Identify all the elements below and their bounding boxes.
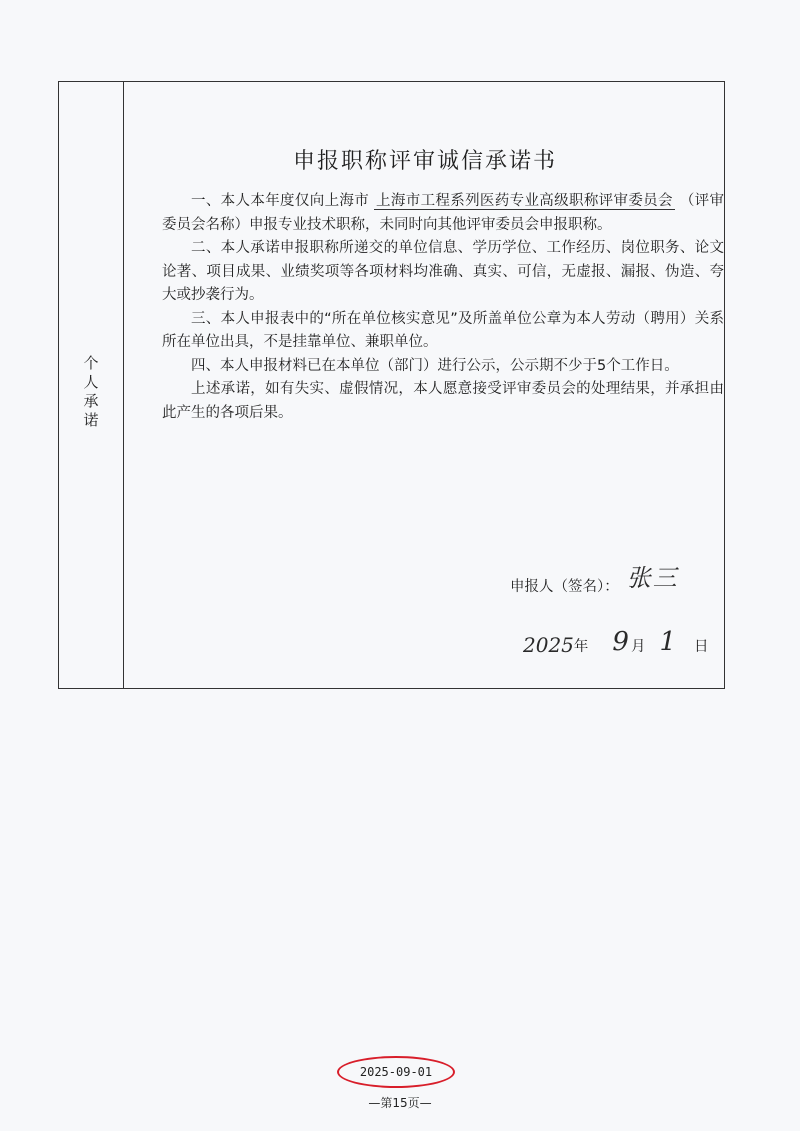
- side-label-char: 承: [83, 392, 99, 410]
- side-column: [59, 82, 124, 688]
- paragraph-2: 二、本人承诺申报职称所递交的单位信息、学历学位、工作经历、岗位职务、论文论著、项目成果、业绩奖项等各项材料均准确、真实、可信，无虚报、漏报、伪造、夸大或抄袭行为。: [162, 240, 724, 303]
- commitment-body: [162, 190, 724, 425]
- side-label: [82, 354, 100, 430]
- document-title: 申报职称评审诚信承诺书: [292, 148, 557, 174]
- footer-date-stamp: [337, 1056, 455, 1088]
- signature-row: [510, 562, 679, 597]
- paragraph-1-suffix: （评审委员会名称）申报专业技术职称，未同时向其他评审委员会申报职称。: [162, 193, 725, 233]
- paragraph-1-prefix: 一、本人本年度仅向上海市: [191, 193, 370, 209]
- date-row: [523, 627, 723, 657]
- side-label-char: 人: [83, 373, 99, 391]
- date-month-unit: 月: [630, 639, 646, 655]
- date-year-unit: 年: [573, 639, 589, 655]
- paragraph-5: 上述承诺，如有失实、虚假情况，本人愿意接受评审委员会的处理结果，并承担由此产生的各项后果。: [162, 381, 724, 421]
- paragraph-3: 三、本人申报表中的“所在单位核实意见”及所盖单位公章为本人劳动（聘用）关系所在单位出具，不是挂靠单位、兼职单位。: [162, 310, 724, 350]
- signature-label: 申报人（签名）：: [510, 579, 619, 595]
- commitment-table: [58, 81, 725, 689]
- paragraph-1: [162, 190, 724, 237]
- date-day-unit: 日: [694, 639, 709, 655]
- footer-date-text: 2025-09-01: [359, 1065, 433, 1079]
- paragraph-4: 四、本人申报材料已在本单位（部门）进行公示，公示期不少于5个工作日。: [191, 357, 679, 374]
- date-year: 2025: [523, 633, 574, 657]
- page-number: —第15页—: [368, 1096, 432, 1110]
- date-day: 1: [659, 627, 676, 657]
- content-cell: [125, 82, 725, 688]
- side-label-char: 个: [83, 354, 99, 372]
- handwritten-signature: 张三: [626, 564, 679, 592]
- date-month: 9: [612, 627, 629, 657]
- side-label-char: 诺: [83, 411, 99, 429]
- committee-name: 上海市工程系列医药专业高级职称评审委员会: [376, 193, 673, 209]
